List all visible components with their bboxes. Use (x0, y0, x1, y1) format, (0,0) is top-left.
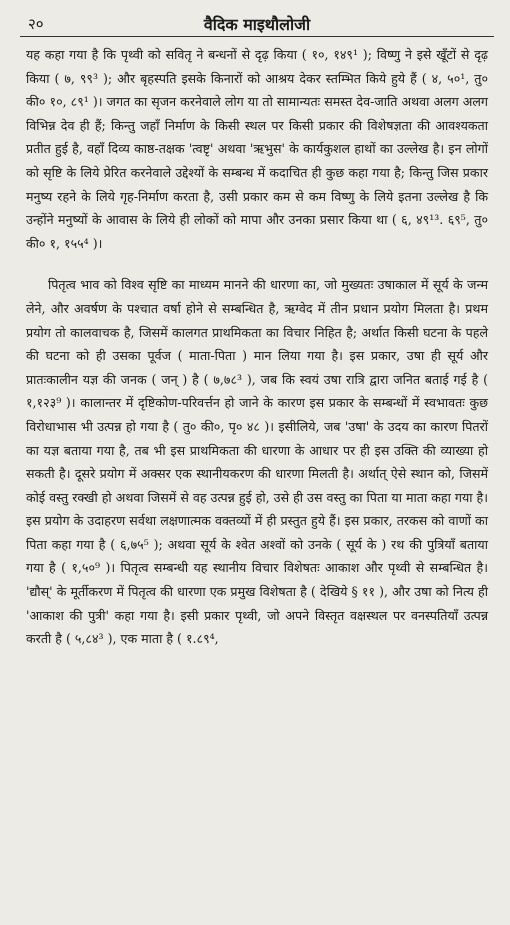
page-number: २० (28, 15, 44, 33)
paragraph-2: पितृत्व भाव को विश्व सृष्टि का माध्यम मानने की धारणा का, जो मुख्यतः उषाकाल में सूर्य के जन्म लेने, और अवर्षण के पश्चात वर्षा होने से सम्बन्धित है, ऋग्वेद में तीन प्रधान प्रयोग मिलता है। प्रथम प्रयोग तो कालवाचक है, जिसमें कालगत प्राथमिकता का विचार निहित है; अर्थात किसी घटना के पहले की घटना को ही उसका पूर्वज ( माता-पिता ) मान लिया गया है। इस प्रकार, उषा ही सूर्य और प्रातःकालीन यज्ञ की जनक ( जन् ) है ( ७,७८³ ), जब कि स्वयं उषा रात्रि द्वारा जनित बताई गई है ( १,१२३⁹ )। कालान्तर में दृष्टिकोण-परिवर्त्तन हो जाने के कारण इस प्रकार के सम्बन्धों में स्वभावतः कुछ विरोधाभास भी उत्पन्न हो गया है ( तु० की०, पृ० ४८ )। इसीलिये, जब 'उषा' के उदय का कारण पितरों का यज्ञ बताया गया है, तब भी इस प्राथमिकता की धारणा के आधार पर ही इस उक्ति की व्याख्या हो सकती है। दूसरे प्रयोग में अक्सर एक स्थानीयकरण की धारणा मिलती है। अर्थात् ऐसे स्थान को, जिसमें कोई वस्तु रक्खी हो अथवा जिसमें से वह उत्पन्न हुई हो, उसे ही उस वस्तु का पिता या माता कहा गया है। इस प्रयोग के उदाहरण सर्वथा लक्षणात्मक वक्तव्यों में ही प्रस्तुत हुये हैं। इस प्रकार, तरकस को वाणों का पिता कहा गया है ( ६,७५⁵ ); अथवा सूर्य के श्वेत अश्वों को उनके ( सूर्य के ) रथ की पुत्रियाँ बताया गया है ( १,५०⁹ )। पितृत्व सम्बन्धी यह स्थानीय विचार विशेषतः आकाश और पृथ्वी से सम्बन्धित है। 'द्यौस्' के मूर्तीकरण में पितृत्व की धारणा एक प्रमुख विशेषता है ( देखिये § ११ ), और उषा को नित्य ही 'आकाश की पुत्री' कहा गया है। इसी प्रकार पृथ्वी, जो अपने विस्तृत वक्षस्थल पर वनस्पतियाँ उत्पन्न करती है ( ५,८४³ ), एक माता है ( १.८९⁴, (26, 277, 488, 647)
header-rule (20, 36, 494, 37)
page-header (26, 6, 488, 36)
running-title: वैदिक माइथौलोजी (203, 15, 311, 34)
paragraph-1: यह कहा गया है कि पृथ्वी को सवितृ ने बन्धनों से दृढ़ किया ( १०, १४९¹ ); विष्णु ने इसे खूँटों से दृढ़ किया ( ७, ९९³ ); और बृहस्पति इसके किनारों को आश्रय देकर स्तम्भित किये हुये हैं ( ४, ५०¹, तु० की० १०, ८९¹ )। जगत का सृजन करनेवाले लोग या तो सामान्यतः समस्त देव-जाति अथवा अलग अलग विभिन्न देव ही हैं; किन्तु जहाँ निर्माण के किसी स्थल पर किसी प्रकार की विशेषज्ञता की आवश्यकता प्रतीत हुई है, वहाँ दिव्य काष्ठ-तक्षक 'त्वष्टृ' अथवा 'ऋभुस' के कार्यकुशल हाथों का उल्लेख है। इन लोगों को सृष्टि के लिये प्रेरित करनेवाले उद्देश्यों के सम्बन्ध में कदाचित ही कुछ कहा गया है; किन्तु जिस प्रकार मनुष्य रहने के लिये गृह-निर्माण करता है, उसी प्रकार कम से कम विष्णु के लिये इतना उल्लेख है कि उन्होंने मनुष्यों के आवास के लिये ही लोकों को मापा और उनका प्रसार किया था ( ६, ४९¹³. ६९⁵, तु० की० १, १५५⁴ )। (26, 47, 488, 251)
